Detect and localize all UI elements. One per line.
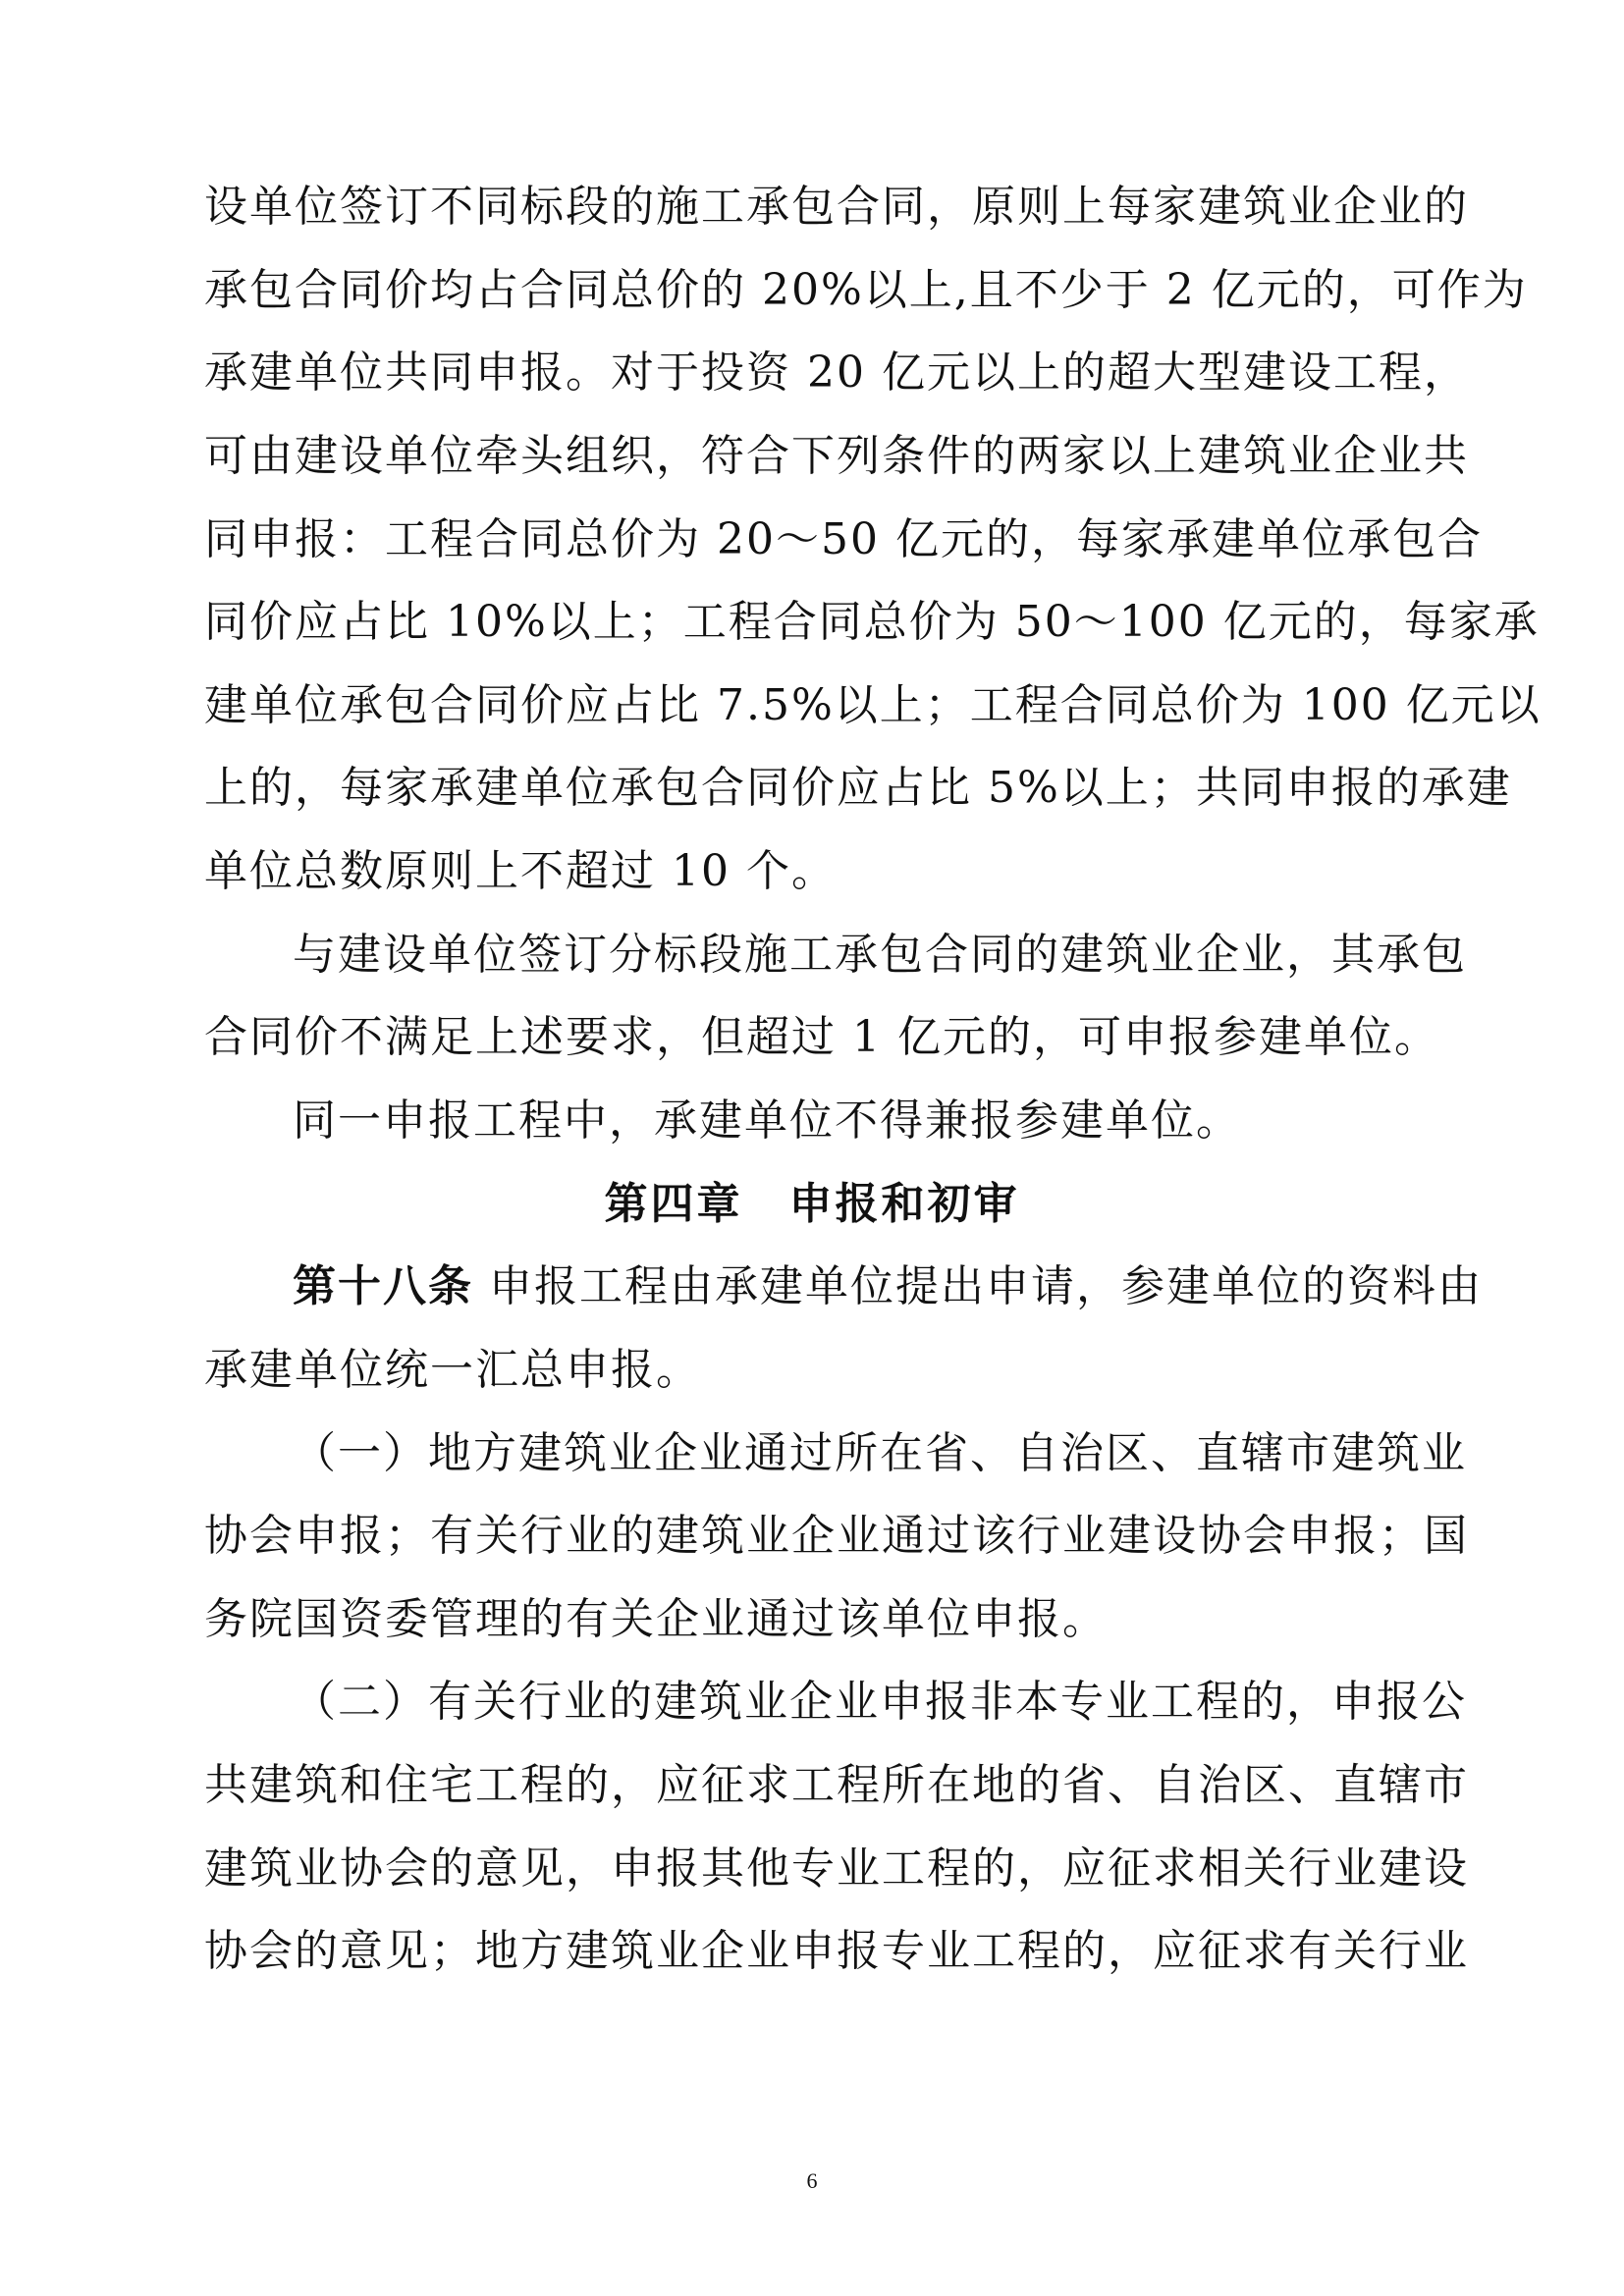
chapter-title: 第四章 申报和初审 bbox=[604, 1179, 1020, 1229]
body-line: 协会的意见；地方建筑业企业申报专业工程的，应征求有关行业 bbox=[204, 1926, 1469, 1976]
body-line: 承建单位共同申报。对于投资 20 亿元以上的超大型建设工程， bbox=[204, 347, 1469, 398]
body-line: 共建筑和住宅工程的，应征求工程所在地的省、自治区、直辖市 bbox=[204, 1760, 1469, 1810]
body-line: 建单位承包合同价应占比 7.5%以上；工程合同总价为 100 亿元以 bbox=[204, 680, 1542, 730]
body-line: 同一申报工程中，承建单位不得兼报参建单位。 bbox=[293, 1095, 1241, 1146]
body-line: 同申报：工程合同总价为 20～50 亿元的，每家承建单位承包合 bbox=[204, 514, 1483, 564]
body-line: （一）地方建筑业企业通过所在省、自治区、直辖市建筑业 bbox=[293, 1428, 1467, 1478]
article-first-line bbox=[293, 1259, 1520, 1314]
body-line: 同价应占比 10%以上；工程合同总价为 50～100 亿元的，每家承 bbox=[204, 597, 1540, 647]
body-line: 协会申报；有关行业的建筑业企业通过该行业建设协会申报；国 bbox=[204, 1511, 1469, 1561]
article-label: 第十八条 bbox=[293, 1261, 473, 1311]
body-line: 与建设单位签订分标段施工承包合同的建筑业企业，其承包 bbox=[293, 930, 1467, 980]
body-line: （二）有关行业的建筑业企业申报非本专业工程的，申报公 bbox=[293, 1677, 1467, 1727]
body-line: 承包合同价均占合同总价的 20%以上,且不少于 2 亿元的，可作为 bbox=[204, 265, 1528, 315]
article-text: 申报工程由承建单位提出申请，参建单位的资料由 bbox=[489, 1261, 1483, 1311]
body-line: 设单位签订不同标段的施工承包合同，原则上每家建筑业企业的 bbox=[204, 182, 1469, 232]
body-line: 单位总数原则上不超过 10 个。 bbox=[204, 846, 837, 896]
body-line: 合同价不满足上述要求，但超过 1 亿元的，可申报参建单位。 bbox=[204, 1012, 1439, 1062]
body-line: 建筑业协会的意见，申报其他专业工程的，应征求相关行业建设 bbox=[204, 1843, 1469, 1894]
body-line: 上的，每家承建单位承包合同价应占比 5%以上；共同申报的承建 bbox=[204, 763, 1512, 813]
body-line: 可由建设单位牵头组织，符合下列条件的两家以上建筑业企业共 bbox=[204, 431, 1469, 481]
page-number: 6 bbox=[806, 2168, 818, 2193]
body-line: 承建单位统一汇总申报。 bbox=[204, 1345, 701, 1395]
body-line: 务院国资委管理的有关企业通过该单位申报。 bbox=[204, 1594, 1108, 1644]
